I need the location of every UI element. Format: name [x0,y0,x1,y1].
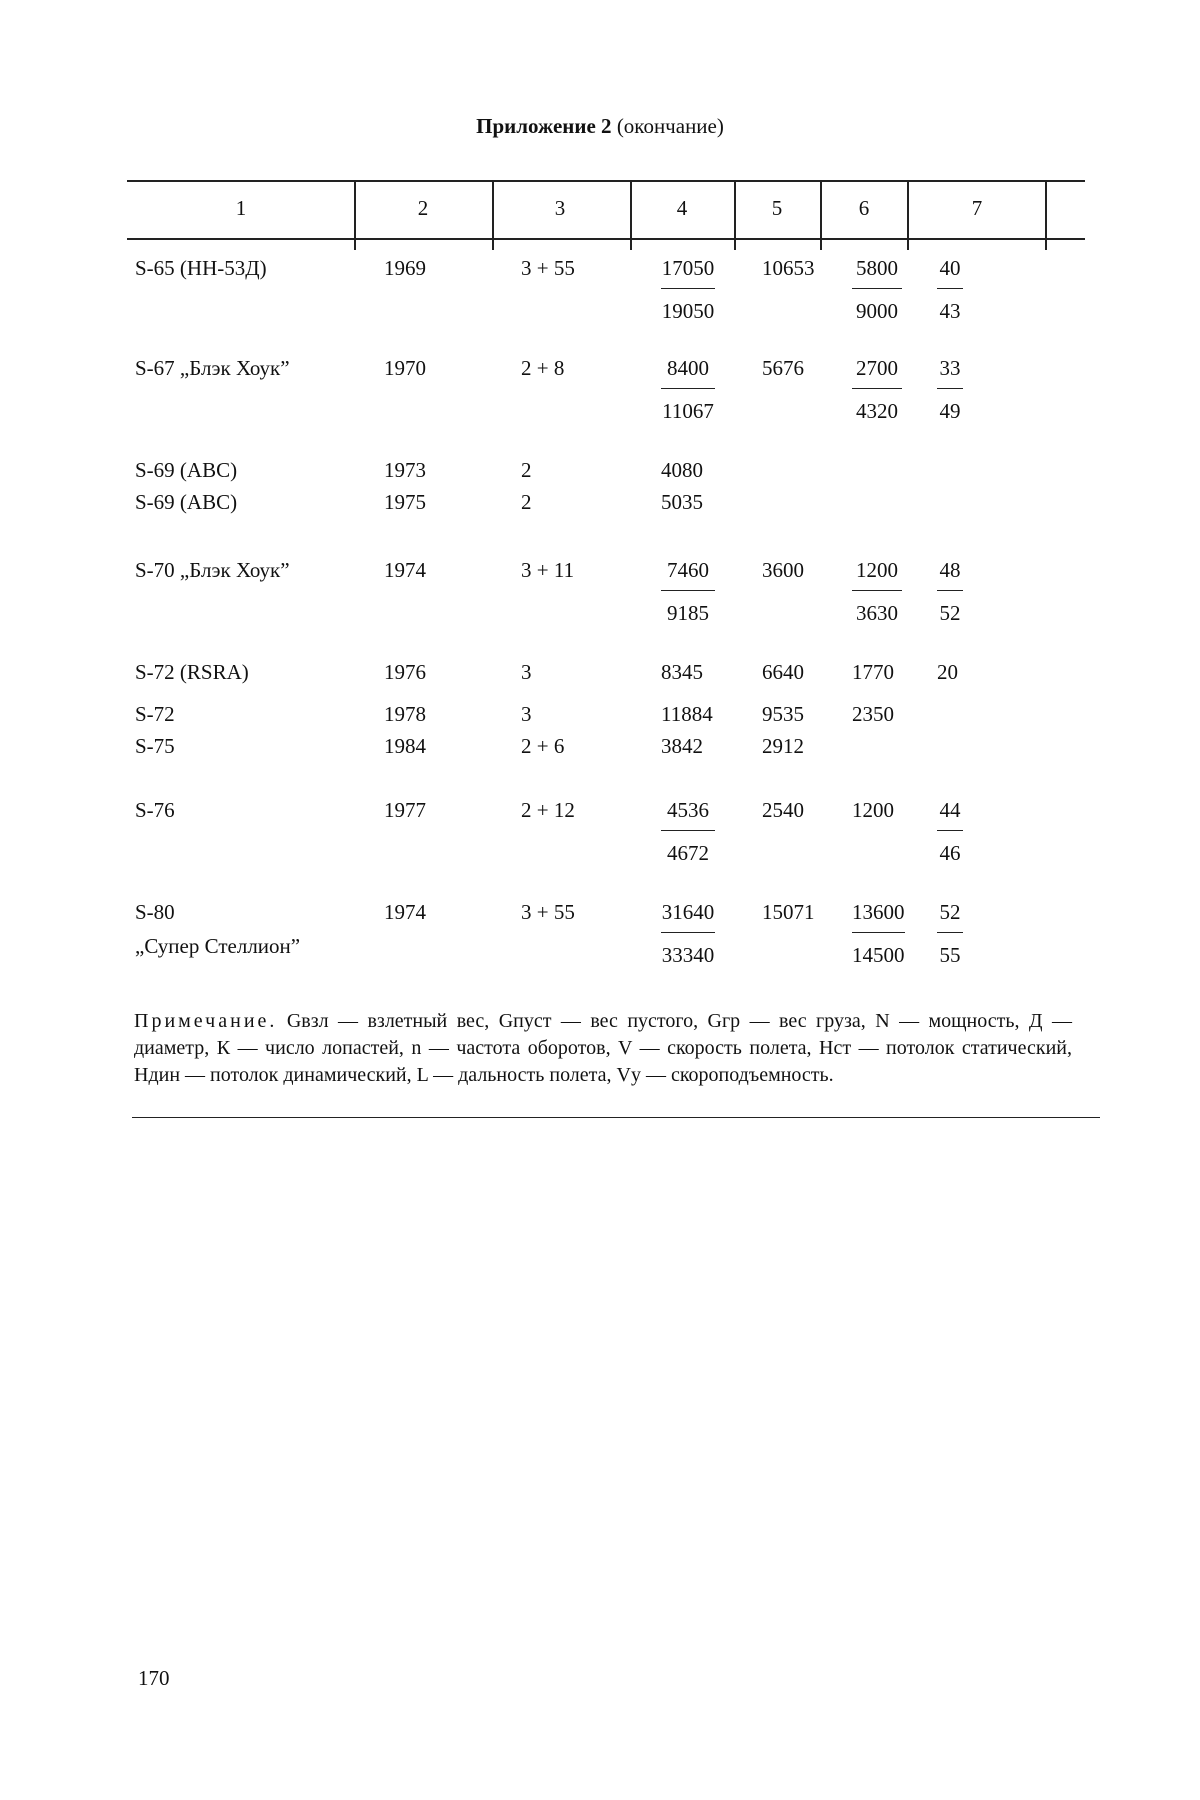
note-label: Примечание. [134,1010,278,1032]
cell-crew: 2 + 6 [521,734,565,758]
cell-model: S-67 „Блэк Хоук” [135,356,290,380]
page-title [0,114,1200,139]
cell-crew: 3 + 55 [521,256,575,280]
cell-crew: 2 + 12 [521,798,575,822]
header-cell-3: 3 [554,196,566,220]
header-cell-6: 6 [858,196,870,220]
cell-c4: 11884 [661,702,713,726]
header-cell-1: 1 [235,196,247,220]
fraction-denominator: 9000 [856,299,898,323]
cell-year: 1978 [384,702,426,726]
note-text: Gвзл — взлетный вес, Gпуст — вес пустого, Gгр — вес груза, N — мощность, Д — диаметр, К — число лопастей, n — частота оборотов, V — скорость полета, Hст — потолок статический, Hдин — потолок динамический, L — дальность полета, Vу — скороподъемность. [134,1010,1072,1086]
cell-crew: 2 + 8 [521,356,565,380]
cell-crew: 2 [521,458,532,482]
cell-c4-fraction [661,256,715,323]
cell-year: 1977 [384,798,426,822]
cell-c4-fraction [661,798,715,865]
cell-model: S-72 [135,702,175,726]
fraction-numerator: 17050 [661,256,715,289]
cell-c6-fraction [852,900,905,967]
cell-c5: 9535 [762,702,804,726]
fraction-denominator: 43 [939,299,961,323]
header-cell-4: 4 [676,196,688,220]
cell-c6: 1770 [852,660,894,684]
cell-model: S-69 (ABC) [135,490,238,514]
cell-c5: 10653 [762,256,815,280]
cell-crew: 3 + 11 [521,558,575,582]
cell-crew: 2 [521,490,532,514]
cell-crew: 3 + 55 [521,900,575,924]
col-divider [354,180,356,250]
cell-c6-fraction [852,256,902,323]
col-divider [492,180,494,250]
cell-model: S-80 [135,900,175,924]
cell-model: S-69 (ABC) [135,458,238,482]
cell-c4-fraction [661,900,715,967]
cell-c4: 4080 [661,458,703,482]
cell-c6: 2350 [852,702,894,726]
fraction-numerator: 5800 [852,256,902,289]
cell-model: S-65 (НН-53Д) [135,256,267,280]
cell-year: 1984 [384,734,426,758]
note-bottom-rule [132,1117,1100,1118]
cell-c7-fraction [937,256,963,323]
fraction-numerator: 4536 [661,798,715,831]
cell-year: 1973 [384,458,426,482]
cell-model: S-76 [135,798,175,822]
table-note [134,1008,1072,1089]
fraction-denominator: 19050 [661,299,715,323]
fraction-numerator: 2700 [852,356,902,389]
cell-year: 1974 [384,900,426,924]
cell-model: S-75 [135,734,175,758]
cell-c7-fraction [937,798,963,865]
fraction-denominator: 3630 [856,601,898,625]
fraction-numerator: 48 [937,558,963,591]
fraction-denominator: 33340 [661,943,715,967]
fraction-denominator: 55 [939,943,961,967]
cell-c7-fraction [937,356,963,423]
cell-model-continuation: „Супер Стеллион” [135,934,301,958]
fraction-denominator: 49 [939,399,961,423]
cell-c4-fraction [661,558,715,625]
cell-c5: 15071 [762,900,815,924]
cell-year: 1970 [384,356,426,380]
col-divider [630,180,632,250]
title-sub: (окончание) [616,114,724,138]
cell-c4-fraction [661,356,715,423]
cell-c5: 3600 [762,558,804,582]
title-main: Приложение 2 [476,114,612,138]
cell-crew: 3 [521,702,532,726]
cell-c5: 2912 [762,734,804,758]
cell-year: 1976 [384,660,426,684]
fraction-numerator: 44 [937,798,963,831]
fraction-numerator: 8400 [661,356,715,389]
cell-crew: 3 [521,660,532,684]
cell-c5: 5676 [762,356,804,380]
cell-c4: 5035 [661,490,703,514]
fraction-denominator: 11067 [662,399,714,423]
fraction-numerator: 40 [937,256,963,289]
fraction-numerator: 1200 [852,558,902,591]
fraction-denominator: 4320 [856,399,898,423]
cell-c7-fraction [937,900,963,967]
cell-model: S-72 (RSRA) [135,660,249,684]
col-divider [907,180,909,250]
fraction-denominator: 52 [939,601,961,625]
cell-c6-fraction [852,356,902,423]
cell-c5: 2540 [762,798,804,822]
cell-c4: 3842 [661,734,703,758]
cell-c6-fraction [852,558,902,625]
fraction-denominator: 14500 [852,943,905,967]
table-header-rule [127,238,1085,240]
fraction-numerator: 52 [937,900,963,933]
cell-c5: 6640 [762,660,804,684]
fraction-numerator: 33 [937,356,963,389]
cell-c7-fraction [937,558,963,625]
cell-c6: 1200 [852,798,894,822]
fraction-denominator: 9185 [667,601,709,625]
fraction-numerator: 7460 [661,558,715,591]
fraction-numerator: 31640 [661,900,715,933]
cell-year: 1975 [384,490,426,514]
cell-year: 1974 [384,558,426,582]
header-cell-2: 2 [417,196,429,220]
fraction-denominator: 46 [939,841,961,865]
col-divider [1045,180,1047,250]
cell-c7: 20 [937,660,958,684]
cell-c4: 8345 [661,660,703,684]
fraction-numerator: 13600 [852,900,905,933]
col-divider [734,180,736,250]
header-cell-7: 7 [971,196,983,220]
page-number: 170 [138,1666,170,1690]
fraction-denominator: 4672 [667,841,709,865]
header-cell-5: 5 [771,196,783,220]
col-divider [820,180,822,250]
table-top-rule [127,180,1085,182]
cell-year: 1969 [384,256,426,280]
cell-model: S-70 „Блэк Хоук” [135,558,290,582]
